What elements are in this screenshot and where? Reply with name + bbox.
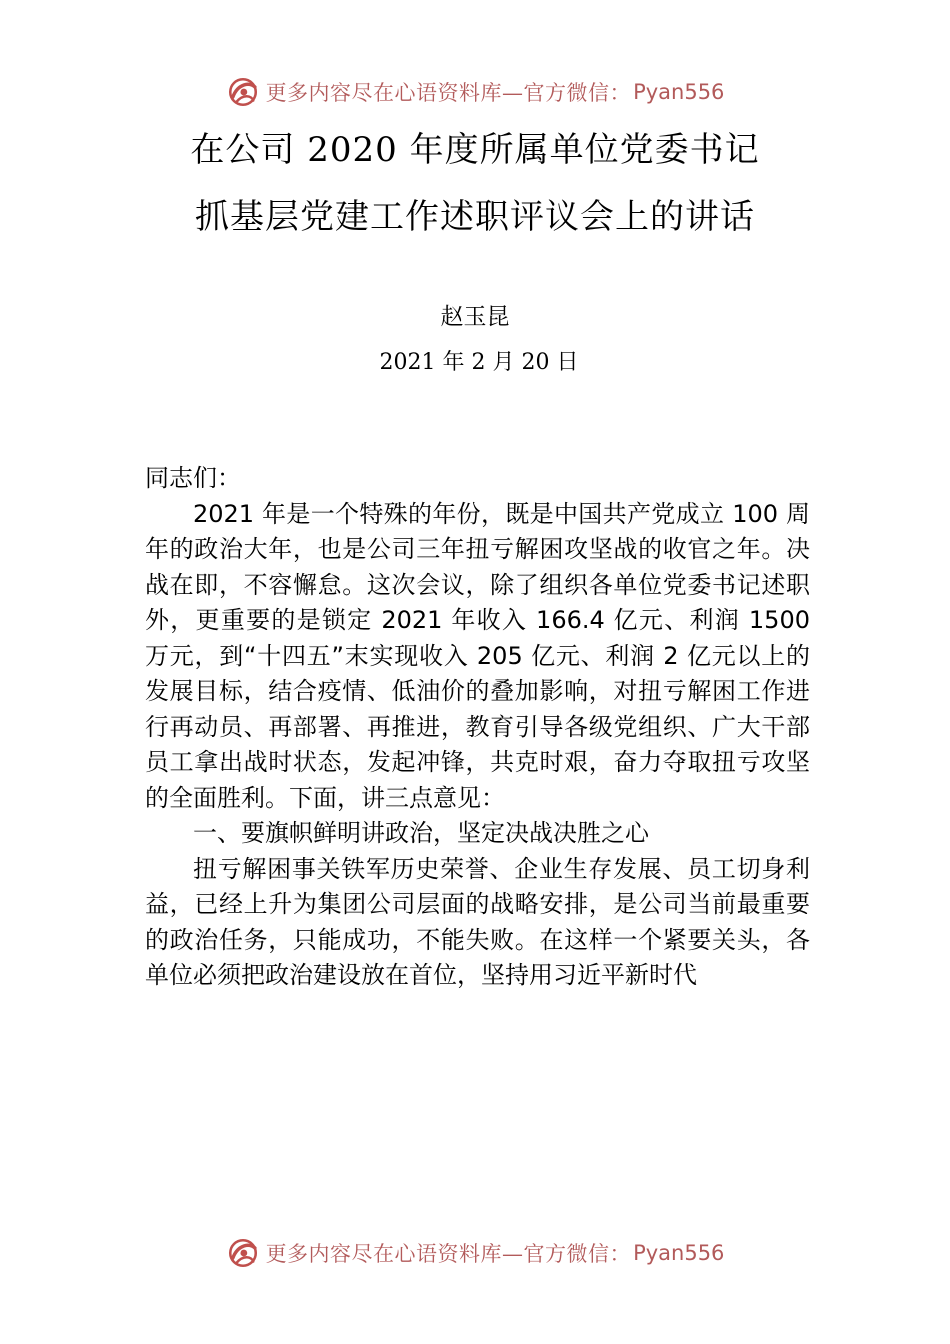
watermark-account: Pyan556 [633, 1241, 725, 1265]
section-heading: 一、要旗帜鲜明讲政治，坚定决战决胜之心 [193, 819, 649, 847]
document-body [145, 461, 810, 994]
body-paragraph: 扭亏解困事关铁军历史荣誉、企业生存发展、员工切身利益，已经上升为集团公司层面的战略安排，是公司当前最重要的政治任务，只能成功，不能失败。在这样一个紧要关头，各单位必须把政治建设放在首位，坚持用习近平新时代 [145, 854, 810, 989]
swirl-logo-icon [226, 1236, 260, 1270]
watermark-text: 更多内容尽在心语资料库—官方微信： [265, 1242, 632, 1266]
speech-date: 2021 年 2 月 20 日 [379, 350, 579, 375]
author-name: 赵玉昆 [440, 304, 510, 330]
body-paragraph: 2021 年是一个特殊的年份，既是中国共产党成立 100 周年的政治大年，也是公司三年扭亏解困攻坚战的收官之年。决战在即，不容懈怠。这次会议，除了组织各单位党委书记述职外，更重要的是锁定 2021 年收入 166.4 亿元、利润 1500 万元，到“十四五”末实现收入 205 亿元、利润 2 亿元以上的发展目标，结合疫情、低油价的叠加影响，对扭亏解困工作进行再动员、再部署、再推进，教育引导各级党组织、广大干部员工拿出战时状态，发起冲锋，共克时艰，奋力夺取扭亏攻坚的全面胜利。下面，讲三点意见： [145, 499, 810, 812]
salutation: 同志们： [145, 464, 241, 492]
watermark-header [0, 72, 950, 112]
watermark-account: Pyan556 [633, 80, 725, 104]
document-title-line-1: 在公司 2020 年度所属单位党委书记 [190, 130, 760, 170]
watermark-footer [0, 1233, 950, 1273]
watermark-text: 更多内容尽在心语资料库—官方微信： [265, 81, 632, 105]
document-title-line-2: 抓基层党建工作述职评议会上的讲话 [195, 197, 755, 237]
swirl-logo-icon [226, 75, 260, 109]
